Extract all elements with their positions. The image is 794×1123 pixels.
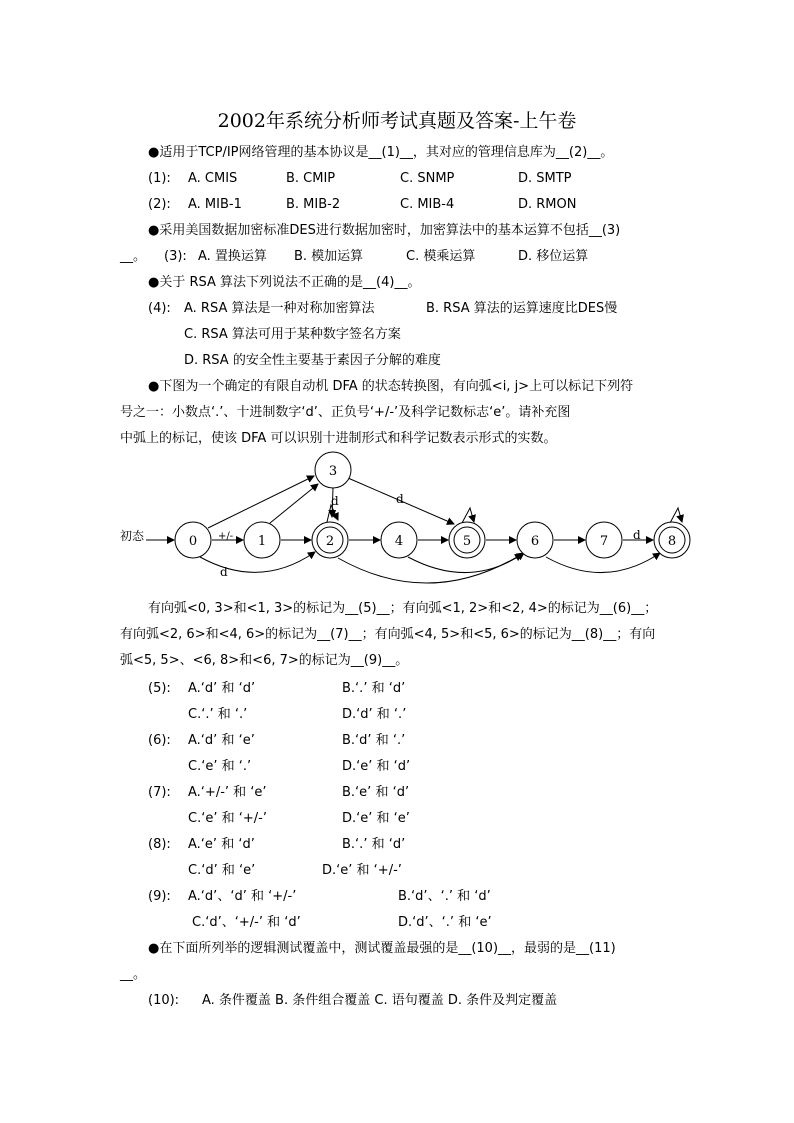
options-8-cd [188,862,402,880]
option-b: B. CMIP [286,171,336,186]
state-label: 8 [667,534,677,549]
option-label: (6): [148,733,171,748]
option-c: C. MIB-4 [400,197,455,212]
edge-label-loop-2: d [331,494,339,508]
option-a: A.‘e’ 和 ‘d’ [188,837,255,852]
options-9-ab [148,888,491,906]
option-label: (7): [148,785,171,800]
state-label: 2 [325,534,335,549]
options-9-cd [192,914,492,932]
state-label: 4 [394,534,404,549]
dfa-question-line-2: 有向弧<2, 6>和<4, 6>的标记为__(7)__；有向弧<4, 5>和<5, 6>的标记为__(8)__；有向 [120,627,656,642]
options-6-ab [148,732,405,750]
option-c: C. RSA 算法可用于某种数字签名方案 [184,327,401,342]
state-label: 0 [188,534,198,549]
page-title: 2002年系统分析师考试真题及答案-上午卷 [217,110,577,132]
option-b: B.‘e’ 和 ‘d’ [342,785,410,800]
option-a: A.‘d’ 和 ‘e’ [188,733,255,748]
option-label: (10): [148,993,180,1008]
option-b: B.‘.’ 和 ‘d’ [342,681,406,696]
option-label: (3): [164,249,187,264]
loop-8 [670,508,682,523]
option-label: (4): [148,301,171,316]
question-1-stem: ●适用于TCP/IP网络管理的基本协议是__(1)__，其对应的管理信息库为__(2)__。 [148,145,614,160]
option-b: B. RSA 算法的运算速度比DES慢 [426,301,618,316]
dfa-intro-line-2: 号之一：小数点‘.’、十进制数字‘d’、正负号‘+/-’及科学记数标志‘e’。请补充图 [120,405,571,420]
dfa-question-line-3: 弧<5, 5>、<6, 8>和<6, 7>的标记为__(9)__。 [120,653,409,668]
loop-5 [462,508,474,523]
edge-label-3-5: d [396,492,404,506]
option-d: D.‘d’、‘.’ 和 ‘e’ [398,915,492,930]
option-d: D. SMTP [518,171,572,186]
option-a: A. 置换运算 [198,249,267,264]
option-d: D.‘e’ 和 ‘e’ [342,811,410,826]
option-d: D.‘e’ 和 ‘+/-’ [322,863,402,878]
edge-1-3 [270,484,318,523]
option-label: (2): [148,197,171,212]
option-b: B.‘d’ 和 ‘.’ [342,733,406,748]
question-10-stem: ●在下面所列举的逻辑测试覆盖中，测试覆盖最强的是__(10)__，最弱的是__(11) [148,941,616,956]
options-6-cd [188,758,410,776]
option-d: D.‘e’ 和 ‘d’ [342,759,411,774]
option-d: D.‘d’ 和 ‘.’ [342,707,407,722]
option-d: D. 移位运算 [518,249,589,264]
option-d: D. RSA 的安全性主要基于素因子分解的难度 [184,353,441,368]
question-3-stem: ●采用美国数据加密标准DES进行数据加密时，加密算法中的基本运算不包括__(3) [148,223,621,238]
option-a: A.‘+/-’ 和 ‘e’ [188,785,267,800]
option-d: D. RMON [518,197,577,212]
options-5-cd [188,706,406,724]
dfa-intro-line-3: 中弧上的标记，使该 DFA 可以识别十进制形式和科学记数表示形式的实数。 [120,431,557,446]
question-10-options [148,992,557,1010]
option-b: B. 模加运算 [294,249,364,264]
option-c: C. SNMP [400,171,455,186]
edge-label-0-2: d [220,565,228,579]
dfa-intro-line-1: ●下图为一个确定的有限自动机 DFA 的状态转换图，有向弧<i, j>上可以标记下列符 [148,379,634,394]
edge-2-6 [338,554,522,583]
option-b: B. MIB-2 [286,197,341,212]
options-8-ab [148,836,405,854]
question-3-stem-end: __。 [120,249,147,264]
start-state-label: 初态 [120,529,145,543]
edge-label-7-8: d [633,528,641,542]
question-10-stem-end: __。 [120,967,147,982]
option-c: C.‘d’ 和 ‘e’ [188,863,256,878]
option-label: (9): [148,889,171,904]
options-7-cd [188,810,410,828]
state-label: 6 [530,534,540,549]
option-list: A. 条件覆盖 B. 条件组合覆盖 C. 语句覆盖 D. 条件及判定覆盖 [202,993,558,1008]
option-c: C.‘e’ 和 ‘+/-’ [188,811,267,826]
options-7-ab [148,784,409,802]
option-label: (5): [148,681,171,696]
option-a: A.‘d’、‘d’ 和 ‘+/-’ [188,889,297,904]
option-a: A. MIB-1 [188,197,242,212]
state-label: 3 [328,464,338,479]
question-4-stem: ●关于 RSA 算法下列说法不正确的是__(4)__。 [148,275,421,290]
option-c: C.‘.’ 和 ‘.’ [188,707,248,722]
state-label: 7 [599,534,609,549]
option-a: A. CMIS [188,171,238,186]
option-c: C. 模乘运算 [406,249,476,264]
dfa-question-line-1: 有向弧<0, 3>和<1, 3>的标记为__(5)__；有向弧<1, 2>和<2, 4>的标记为__(6)__； [148,601,658,616]
edge-label-0-1: +/- [218,531,234,542]
state-label: 1 [257,534,267,549]
option-b: B.‘d’、‘.’ 和 ‘d’ [398,889,491,904]
option-a: A.‘d’ 和 ‘d’ [188,681,256,696]
option-b: B.‘.’ 和 ‘d’ [342,837,406,852]
option-a: A. RSA 算法是一种对称加密算法 [184,301,375,316]
option-c: C.‘e’ 和 ‘.’ [188,759,252,774]
edge-0-3 [208,476,314,528]
option-label: (1): [148,171,171,186]
state-label: 5 [462,534,472,549]
option-c: C.‘d’、‘+/-’ 和 ‘d’ [192,915,301,930]
options-5-ab [148,680,405,698]
option-label: (8): [148,837,171,852]
